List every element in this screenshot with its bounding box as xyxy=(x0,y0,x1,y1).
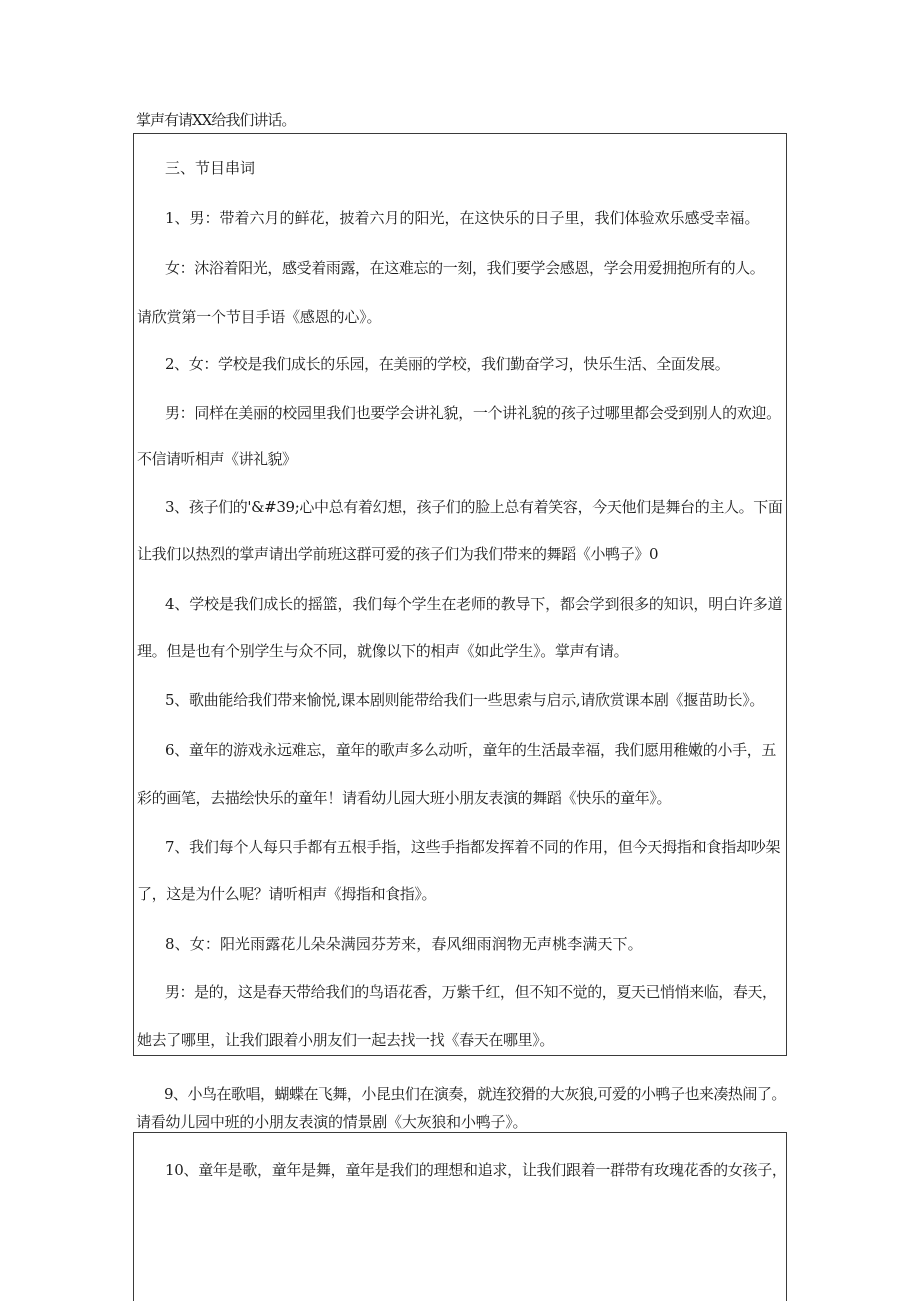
paragraph-line: 男：是的，这是春天带给我们的鸟语花香，万紫千红，但不知不觉的，夏天已悄悄来临，春天， xyxy=(165,983,777,1001)
paragraph-line: 3、孩子们的'&#39;心中总有着幻想，孩子们的脸上总有着笑容，今天他们是舞台的主人。下面 xyxy=(165,498,783,516)
paragraph-line: 让我们以热烈的掌声请出学前班这群可爱的孩子们为我们带来的舞蹈《小鸭子》0 xyxy=(137,545,659,563)
paragraph-line: 9、小鸟在歌唱，蝴蝶在飞舞，小昆虫们在演奏，就连狡猾的大灰狼,可爱的小鸭子也来凑热闹了。 xyxy=(164,1085,786,1103)
paragraph-line: 5、歌曲能给我们带来愉悦,课本剧则能带给我们一些思索与启示,请欣赏课本剧《揠苗助长》。 xyxy=(165,691,765,709)
paragraph-line: 她去了哪里，让我们跟着小朋友们一起去找一找《春天在哪里》。 xyxy=(137,1031,555,1049)
paragraph-line: 彩的画笔，去描绘快乐的童年！请看幼儿园大班小朋友表演的舞蹈《快乐的童年》。 xyxy=(137,789,672,807)
paragraph-line: 8、女：阳光雨露花儿朵朵满园芬芳来，春风细雨润物无声桃李满天下。 xyxy=(165,935,643,953)
paragraph-line: 理。但是也有个别学生与众不同，就像以下的相声《如此学生》。掌声有请。 xyxy=(137,642,629,660)
paragraph-line: 7、我们每个人每只手都有五根手指，这些手指都发挥着不同的作用，但今天拇指和食指却吵架 xyxy=(165,838,781,856)
paragraph-line: 2、女：学校是我们成长的乐园，在美丽的学校，我们勤奋学习，快乐生活、全面发展。 xyxy=(165,355,730,373)
program-script-box-continued xyxy=(133,1132,787,1301)
paragraph-line: 1、男：带着六月的鲜花，披着六月的阳光，在这快乐的日子里，我们体验欢乐感受幸福。 xyxy=(165,209,760,227)
section-heading: 三、节目串词 xyxy=(165,159,256,177)
paragraph-line: 10、童年是歌，童年是舞，童年是我们的理想和追求，让我们跟着一群带有玫瑰花香的女孩子， xyxy=(165,1161,787,1179)
paragraph-line: 4、学校是我们成长的摇篮，我们每个学生在老师的教导下，都会学到很多的知识，明白许多道 xyxy=(165,595,783,613)
paragraph-line: 女：沐浴着阳光，感受着雨露，在这难忘的一刻，我们要学会感恩，学会用爱拥抱所有的人。 xyxy=(165,259,765,277)
paragraph-line: 男：同样在美丽的校园里我们也要学会讲礼貌，一个讲礼貌的孩子过哪里都会受到别人的欢迎。 xyxy=(165,404,781,422)
paragraph-line: 请欣赏第一个节目手语《感恩的心》。 xyxy=(137,308,382,326)
paragraph-line: 不信请听相声《讲礼貌》 xyxy=(137,450,297,468)
intro-line: 掌声有请XX给我们讲话。 xyxy=(136,111,296,129)
paragraph-line: 请看幼儿园中班的小朋友表演的情景剧《大灰狼和小鸭子》。 xyxy=(136,1113,528,1131)
paragraph-line: 6、童年的游戏永远难忘，童年的歌声多么动听，童年的生活最幸福，我们愿用稚嫩的小手，五 xyxy=(165,741,777,759)
program-script-box xyxy=(133,133,787,1056)
paragraph-line: 了，这是为什么呢？请听相声《拇指和食指》。 xyxy=(137,885,437,903)
